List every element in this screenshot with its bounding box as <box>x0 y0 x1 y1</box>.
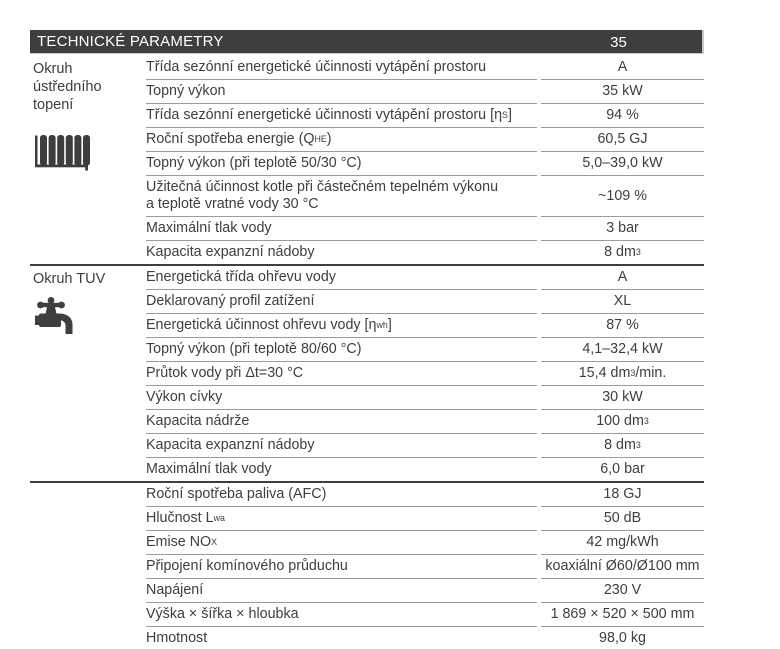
param-label: Kapacita expanzní nádoby <box>146 434 537 458</box>
param-value: 87 % <box>541 314 704 338</box>
table-section <box>30 481 704 649</box>
table-row <box>146 176 704 217</box>
param-value: 18 GJ <box>541 483 704 507</box>
table-row <box>146 128 704 152</box>
table-row <box>146 410 704 434</box>
faucet-icon <box>35 297 77 335</box>
param-label: Roční spotřeba energie (Q HE ) <box>146 128 537 152</box>
param-value: 30 kW <box>541 386 704 410</box>
param-value: 4,1–32,4 kW <box>541 338 704 362</box>
table-row <box>146 290 704 314</box>
page-title: TECHNICKÉ PARAMETRY <box>37 33 224 50</box>
section-rows <box>146 483 704 649</box>
table-section <box>30 264 704 481</box>
table-row <box>146 266 704 290</box>
table-row <box>146 627 704 649</box>
param-value: 230 V <box>541 579 704 603</box>
param-value: 42 mg/kWh <box>541 531 704 555</box>
table-row <box>146 104 704 128</box>
param-label: Energetická třída ohřevu vody <box>146 266 537 290</box>
table-row <box>146 603 704 627</box>
param-label: Napájení <box>146 579 537 603</box>
param-value: 100 dm 3 <box>541 410 704 434</box>
param-label: Průtok vody při Δt=30 °C <box>146 362 537 386</box>
param-label: Výška × šířka × hloubka <box>146 603 537 627</box>
param-label: Užitečná účinnost kotle při částečném tepelném výkonu a teplotě vratné vody 30 °C <box>146 176 537 217</box>
section-label <box>30 56 146 264</box>
table-row <box>146 579 704 603</box>
param-value: 60,5 GJ <box>541 128 704 152</box>
param-label: Topný výkon <box>146 80 537 104</box>
radiator-icon <box>35 135 91 171</box>
param-label: Roční spotřeba paliva (AFC) <box>146 483 537 507</box>
table-row <box>146 458 704 481</box>
section-rows <box>146 56 704 264</box>
table-sections <box>30 54 704 649</box>
table-row <box>146 386 704 410</box>
table-row <box>146 56 704 80</box>
section-label-text: Okruh TUV <box>33 271 106 287</box>
section-label-text: Okruh ústředního topení <box>33 61 102 113</box>
table-row <box>146 507 704 531</box>
table-header-bar <box>30 30 704 54</box>
section-rows <box>146 266 704 481</box>
param-label: Připojení komínového průduchu <box>146 555 537 579</box>
param-value: 5,0–39,0 kW <box>541 152 704 176</box>
param-value: A <box>541 56 704 80</box>
param-value: A <box>541 266 704 290</box>
section-label <box>30 266 146 481</box>
table-row <box>146 531 704 555</box>
table-row <box>146 362 704 386</box>
param-value: 94 % <box>541 104 704 128</box>
param-label: Třída sezónní energetické účinnosti vytápění prostoru <box>146 56 537 80</box>
model-number: 35 <box>610 33 627 51</box>
param-label: Hlučnost L wa <box>146 507 537 531</box>
table-row <box>146 80 704 104</box>
param-value: 3 bar <box>541 217 704 241</box>
table-row <box>146 338 704 362</box>
param-label: Energetická účinnost ohřevu vody [η wh ] <box>146 314 537 338</box>
table-row <box>146 434 704 458</box>
param-value: 8 dm 3 <box>541 434 704 458</box>
table-row <box>146 152 704 176</box>
param-label: Výkon cívky <box>146 386 537 410</box>
section-label <box>30 483 146 649</box>
param-value: XL <box>541 290 704 314</box>
param-label: Kapacita nádrže <box>146 410 537 434</box>
param-value: 35 kW <box>541 80 704 104</box>
param-value: 50 dB <box>541 507 704 531</box>
param-value: 15,4 dm 3 /min. <box>541 362 704 386</box>
param-label: Maximální tlak vody <box>146 461 272 477</box>
table-row <box>146 483 704 507</box>
table-row <box>146 217 704 241</box>
param-label: Emise NO X <box>146 531 537 555</box>
param-value: 98,0 kg <box>599 630 646 646</box>
table-section <box>30 56 704 264</box>
param-label: Topný výkon (při teplotě 50/30 °C) <box>146 152 537 176</box>
table-row <box>146 555 704 579</box>
table-row <box>146 314 704 338</box>
param-label: Kapacita expanzní nádoby <box>146 244 315 260</box>
param-label: Topný výkon (při teplotě 80/60 °C) <box>146 338 537 362</box>
param-label: Maximální tlak vody <box>146 217 537 241</box>
param-label: Deklarovaný profil zatížení <box>146 290 537 314</box>
param-value: koaxiální Ø60/Ø100 mm <box>541 555 704 579</box>
table-row <box>146 241 704 264</box>
technical-parameters-table <box>30 30 704 649</box>
param-value: 8 dm 3 <box>604 244 641 260</box>
param-value: 6,0 bar <box>600 461 645 477</box>
param-value: ~109 % <box>541 176 704 217</box>
param-label: Hmotnost <box>146 630 208 646</box>
param-label: Třída sezónní energetické účinnosti vytápění prostoru [η S ] <box>146 104 537 128</box>
param-value: 1 869 × 520 × 500 mm <box>541 603 704 627</box>
